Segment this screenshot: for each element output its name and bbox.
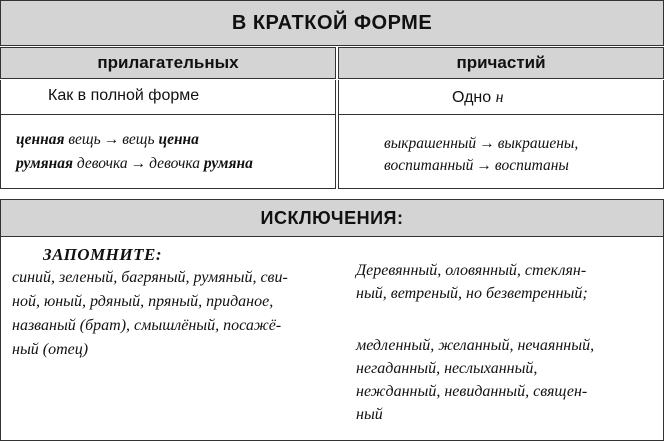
table-title: В КРАТКОЙ ФОРМЕ <box>0 0 664 46</box>
exception-right-line-4: негаданный, неслыханный, <box>356 360 538 377</box>
exception-left-line-3: названый (брат), смышлёный, посажё- <box>12 317 282 334</box>
participle-example-2: воспитанный → воспитаны <box>384 157 569 174</box>
exception-left-line-4: ный (отец) <box>12 341 89 358</box>
short-form-table <box>0 0 664 191</box>
arrow-icon: → <box>130 155 147 172</box>
exception-left-line-2: ной, юный, рдяный, пряный, приданое, <box>12 293 274 310</box>
participle-rule <box>452 89 504 107</box>
exception-right-line-3: медленный, желанный, нечаянный, <box>356 337 595 354</box>
arrow-icon: → <box>479 135 495 152</box>
column-header-participles: причастий <box>338 47 664 79</box>
remember-label: ЗАПОМНИТЕ: <box>43 245 163 264</box>
adjective-rule: Как в полной форме <box>48 87 200 104</box>
exception-right-line-2: ный, ветреный, но безветренный; <box>356 285 588 302</box>
exceptions-header: ИСКЛЮЧЕНИЯ: <box>0 199 664 237</box>
exception-left-line-1: синий, зеленый, багряный, румяный, сви- <box>12 269 288 286</box>
participle-rule-text: Одно <box>452 89 496 106</box>
adjective-example-2: румяная девочка → девочка румяна <box>16 155 253 172</box>
exception-right-line-6: ный <box>356 406 383 423</box>
participle-rule-letter: н <box>495 89 504 106</box>
adjective-example-1: ценная вещь → вещь ценна <box>16 131 199 148</box>
exception-right-line-5: нежданный, невиданный, священ- <box>356 383 588 400</box>
arrow-icon: → <box>476 157 492 174</box>
row-divider-left <box>0 114 336 115</box>
row-divider-right <box>338 114 664 115</box>
column-header-adjectives: прилагательных <box>0 47 336 79</box>
exception-right-line-1: Деревянный, оловянный, стеклян- <box>356 262 587 279</box>
arrow-icon: → <box>103 131 120 148</box>
participle-example-1: выкрашенный → выкрашены, <box>384 135 579 152</box>
